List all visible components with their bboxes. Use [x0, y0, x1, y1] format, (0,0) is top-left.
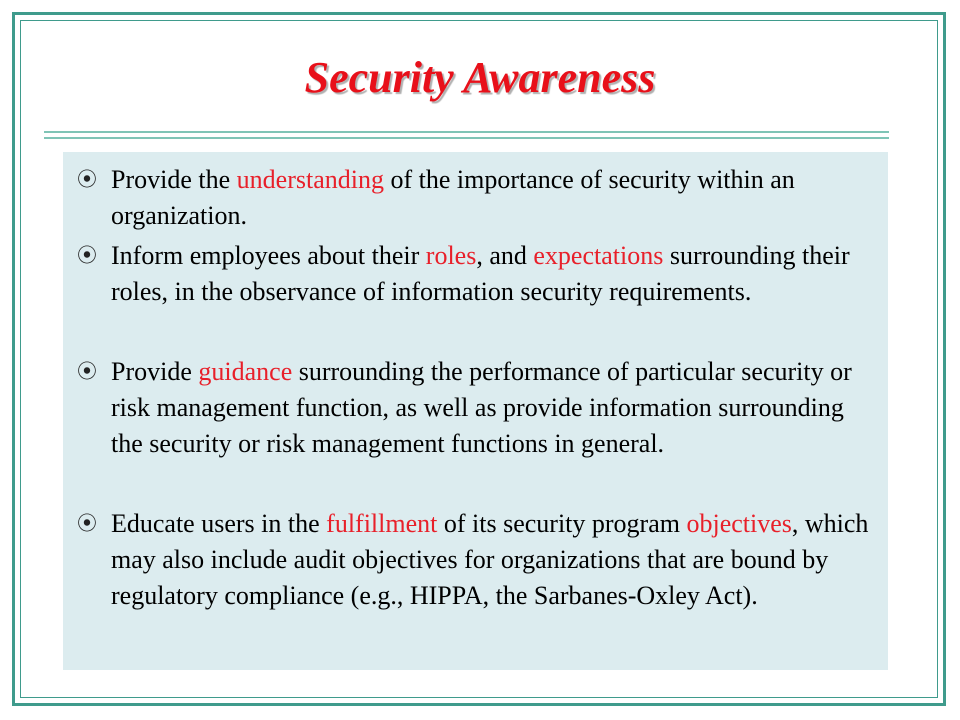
bullet-item-understanding: [77, 162, 871, 234]
circle-dot-icon: ⦿: [77, 513, 97, 535]
slide-title: Security Awareness: [304, 53, 656, 102]
bullet-text: surrounding the performance of particular security or risk management function, as well as provide information surrounding the security or risk management functions in general.: [111, 357, 852, 458]
title-divider-bottom: [44, 137, 889, 139]
highlight-keyword: guidance: [198, 357, 293, 386]
highlight-keyword: expectations: [533, 241, 664, 270]
bullet-text: Provide the: [111, 165, 237, 194]
bullet-text: surrounding their roles, in the observance of information security requirements.: [111, 241, 850, 306]
circle-dot-icon: ⦿: [77, 245, 97, 267]
bullet-item-guidance: [77, 354, 871, 462]
highlight-keyword: understanding: [236, 165, 384, 194]
title-divider-top: [44, 131, 889, 133]
bullet-item-fulfillment: [77, 506, 871, 614]
bullet-text: , which may also include audit objectives for organizations that are bound by regulatory compliance (e.g., HIPPA, the Sarbanes-Oxley Act).: [111, 509, 869, 610]
bullet-text: of its security program: [437, 509, 687, 538]
bullet-text: Provide: [111, 357, 199, 386]
highlight-keyword: fulfillment: [326, 509, 438, 538]
bullet-text: of the importance of security within an organization.: [111, 165, 795, 230]
bullet-text: Educate users in the: [111, 509, 327, 538]
circle-dot-icon: ⦿: [77, 361, 97, 383]
content-panel: [63, 152, 888, 670]
circle-dot-icon: ⦿: [77, 169, 97, 191]
bullet-text: , and: [476, 241, 534, 270]
highlight-keyword: roles: [425, 241, 477, 270]
highlight-keyword: objectives: [686, 509, 792, 538]
bullet-text: Inform employees about their: [111, 241, 426, 270]
bullet-item-roles: [77, 238, 871, 310]
